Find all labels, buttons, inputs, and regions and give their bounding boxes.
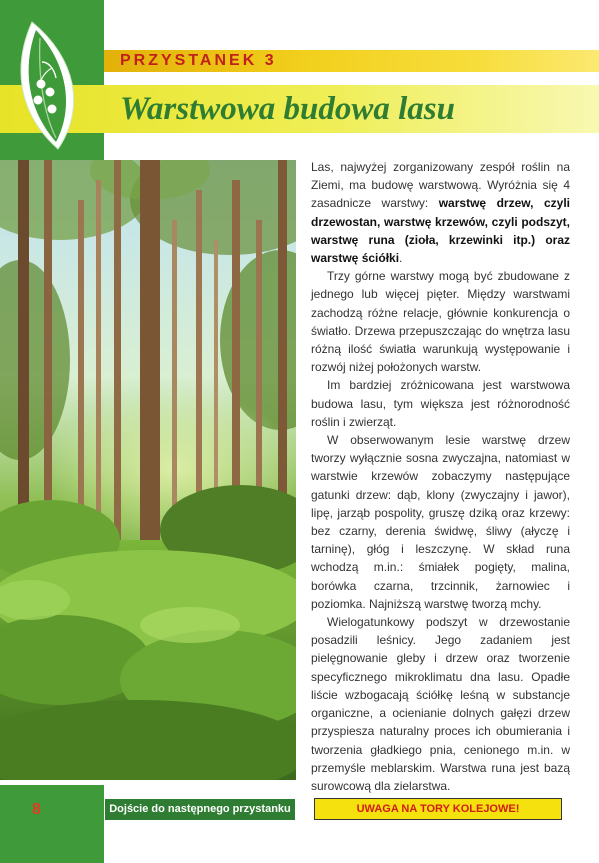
text-run: Im bardziej zróżnicowana jest warstwowa budowa lasu, tym większa jest różnorodność roślin i zwierząt.	[311, 378, 570, 429]
forest-photo	[0, 160, 296, 780]
body-paragraph	[311, 267, 570, 376]
body-paragraph	[311, 613, 570, 795]
bold-text: warstwę drzew, czyli drzewostan, warstwę krzewów, czyli podszyt, warstwę runa (zioła, krzewinki itp.) oraz warstwę ściółki	[311, 196, 570, 266]
page-number: 8	[32, 801, 41, 818]
page-title: Warstwowa budowa lasu	[120, 91, 455, 127]
railway-warning: UWAGA NA TORY KOLEJOWE!	[314, 798, 562, 820]
lily-of-the-valley-leaf-icon	[14, 18, 84, 153]
body-paragraph	[311, 376, 570, 431]
body-paragraph	[311, 431, 570, 613]
text-run: Wielogatunkowy podszyt w drzewostanie posadzili leśnicy. Jego zadaniem jest pielęgnowanie gleby i drzew oraz tworzenie specyficznego mikroklimatu dna lasu. Opadłe liście wzbogacają ściółkę leśną w substancje organiczne, a ocienianie dolnych gałęzi drzew przyspiesza naturalny proces ich obumierania i tworzenia gładkiego pnia, cenionego m.in. w przemyśle meblarskim. Warstwa runa jest bazą surowcową dla zielarstwa.	[311, 615, 570, 793]
body-paragraph	[311, 158, 570, 267]
green-corner-bottom	[0, 785, 104, 863]
text-run: .	[399, 251, 403, 266]
text-run: W obserwowanym lesie warstwę drzew tworzy wyłącznie sosna zwyczajna, natomiast w warstwie krzewów zobaczymy następujące gatunki drzew: dąb, klony (zwyczajny i jawor), lipę, jarząb pospolity, gruszę dziką oraz krzewy: bez czarny, derenia świdwę, śliwy (ałyczę i tarninę), głóg i leszczynę. W skład runa wchodzą m.in.: śmiałek pogięty, malina, borówka czarna, trzcinnik, żarnowiec i poziomka. Najniższą warstwę tworzą mchy.	[311, 433, 570, 611]
text-run: Trzy górne warstwy mogą być zbudowane z jednego lub więcej pięter. Między warstwami zachodzą różne relacje, głównie konkurencja o światło. Drzewa przepuszczając do wnętrza lasu różną ilość światła warunkują występowanie i rozwój niżej położonych warstw.	[311, 269, 570, 375]
text-run: Las, najwyżej zorganizowany zespół roślin na Ziemi, ma budowę warstwową. Wyróżnia się 4 zasadnicze warstwy:	[311, 160, 570, 211]
body-text	[311, 158, 570, 795]
walk-time-note: Dojście do następnego przystanku 12 min	[105, 799, 295, 820]
stop-badge: PRZYSTANEK 3	[120, 52, 277, 69]
